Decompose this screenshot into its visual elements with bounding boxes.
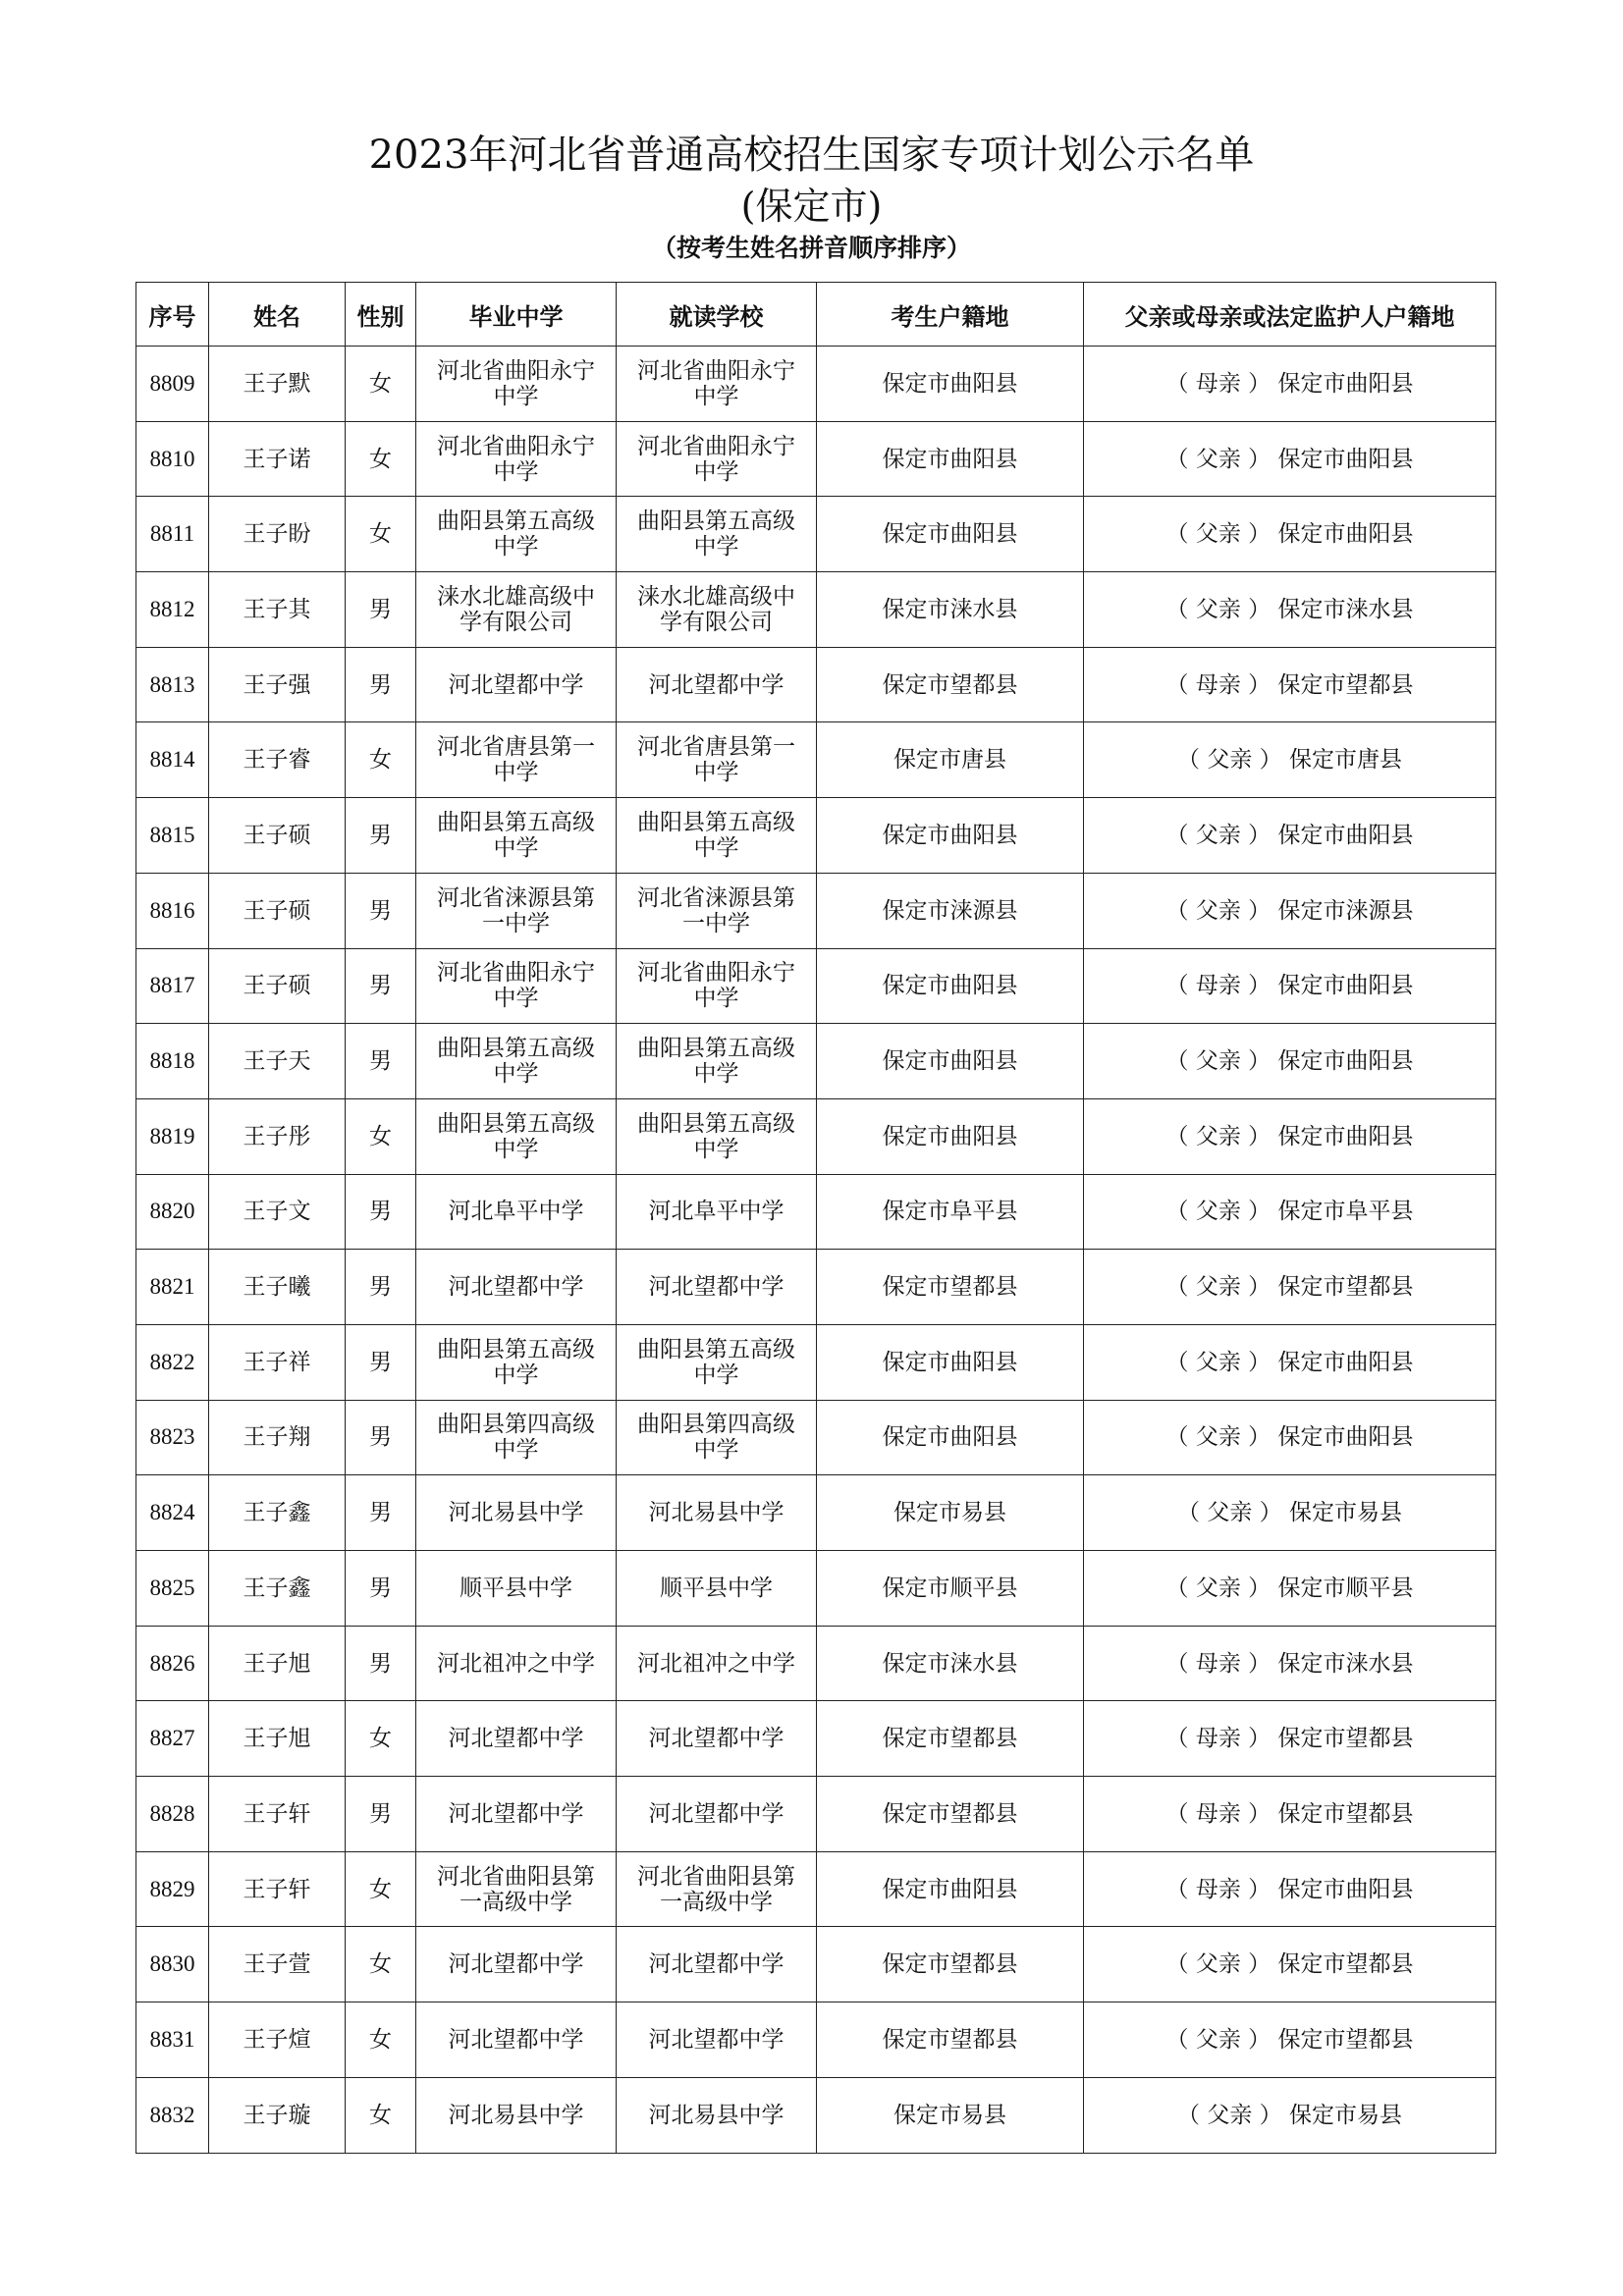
school-name-text: 河北望都中学 — [648, 2026, 784, 2053]
graduation-school-cell — [416, 1324, 617, 1400]
school-name-text: 河北省涞源县第一中学 — [637, 884, 795, 936]
gender-cell: 男 — [346, 572, 416, 648]
gender-cell: 女 — [346, 1927, 416, 2002]
table-row — [136, 421, 1496, 497]
table-row — [136, 2077, 1496, 2153]
graduation-school-cell — [416, 347, 617, 422]
seq-cell: 8820 — [136, 1174, 209, 1250]
name-cell: 王子硕 — [209, 873, 346, 948]
graduation-school-cell — [416, 1551, 617, 1627]
school-name-text: 河北易县中学 — [648, 2102, 784, 2128]
seq-cell: 8821 — [136, 1250, 209, 1325]
guardian-residence-cell: （ 母亲 ） 保定市望都县 — [1084, 647, 1496, 722]
student-residence-cell: 保定市阜平县 — [817, 1174, 1084, 1250]
current-school-cell — [617, 2077, 817, 2153]
table-row — [136, 722, 1496, 798]
guardian-residence-cell: （ 母亲 ） 保定市曲阳县 — [1084, 347, 1496, 422]
graduation-school-cell — [416, 1626, 617, 1701]
graduation-school-cell — [416, 873, 617, 948]
sort-note: （按考生姓名拼音顺序排序） — [651, 234, 971, 262]
graduation-school-cell — [416, 2002, 617, 2078]
table-row — [136, 948, 1496, 1024]
guardian-residence-cell: （ 母亲 ） 保定市曲阳县 — [1084, 948, 1496, 1024]
name-cell: 王子轩 — [209, 1851, 346, 1927]
school-name-text: 河北望都中学 — [448, 671, 584, 698]
seq-cell: 8818 — [136, 1024, 209, 1099]
graduation-school-cell — [416, 1024, 617, 1099]
school-name-text: 河北望都中学 — [448, 1726, 584, 1752]
student-residence-cell: 保定市曲阳县 — [817, 1851, 1084, 1927]
seq-cell: 8832 — [136, 2077, 209, 2153]
school-name-text: 顺平县中学 — [660, 1575, 773, 1601]
table-row — [136, 1777, 1496, 1852]
table-row — [136, 1024, 1496, 1099]
gender-cell: 女 — [346, 722, 416, 798]
guardian-residence-cell: （ 父亲 ） 保定市顺平县 — [1084, 1551, 1496, 1627]
seq-cell: 8822 — [136, 1324, 209, 1400]
gender-cell: 女 — [346, 2077, 416, 2153]
school-name-text: 河北省曲阳永宁中学 — [637, 960, 795, 1012]
name-cell: 王子鑫 — [209, 1551, 346, 1627]
current-school-cell — [617, 1851, 817, 1927]
table-row — [136, 1324, 1496, 1400]
seq-cell: 8825 — [136, 1551, 209, 1627]
seq-cell: 8812 — [136, 572, 209, 648]
name-cell: 王子祥 — [209, 1324, 346, 1400]
student-residence-cell: 保定市涞源县 — [817, 873, 1084, 948]
gender-cell: 女 — [346, 1098, 416, 1174]
column-header-guardian-residence: 父亲或母亲或法定监护人户籍地 — [1084, 283, 1496, 347]
guardian-residence-cell: （ 父亲 ） 保定市唐县 — [1084, 722, 1496, 798]
seq-cell: 8830 — [136, 1927, 209, 2002]
gender-cell: 男 — [346, 1777, 416, 1852]
page-subtitle: (保定市) — [740, 185, 883, 228]
gender-cell: 男 — [346, 798, 416, 874]
gender-cell: 男 — [346, 1475, 416, 1551]
school-name-text: 河北易县中学 — [648, 1500, 784, 1526]
school-name-text: 河北望都中学 — [448, 2026, 584, 2053]
roster-table — [135, 282, 1496, 2154]
school-name-text: 河北省曲阳永宁中学 — [437, 433, 595, 485]
table-body — [136, 347, 1496, 2154]
guardian-residence-cell: （ 父亲 ） 保定市曲阳县 — [1084, 1400, 1496, 1475]
gender-cell: 女 — [346, 347, 416, 422]
graduation-school-cell — [416, 1400, 617, 1475]
guardian-residence-cell: （ 父亲 ） 保定市曲阳县 — [1084, 497, 1496, 572]
gender-cell: 男 — [346, 873, 416, 948]
seq-cell: 8819 — [136, 1098, 209, 1174]
name-cell: 王子天 — [209, 1024, 346, 1099]
gender-cell: 男 — [346, 1400, 416, 1475]
table-header-row — [136, 283, 1496, 347]
name-cell: 王子轩 — [209, 1777, 346, 1852]
graduation-school-cell — [416, 1174, 617, 1250]
column-header-student-residence: 考生户籍地 — [817, 283, 1084, 347]
name-cell: 王子强 — [209, 647, 346, 722]
graduation-school-cell — [416, 497, 617, 572]
current-school-cell — [617, 1024, 817, 1099]
school-name-text: 河北望都中学 — [448, 1800, 584, 1827]
guardian-residence-cell: （ 父亲 ） 保定市易县 — [1084, 2077, 1496, 2153]
table-row — [136, 1626, 1496, 1701]
school-name-text: 涞水北雄高级中学有限公司 — [637, 583, 795, 635]
guardian-residence-cell: （ 父亲 ） 保定市易县 — [1084, 1475, 1496, 1551]
graduation-school-cell — [416, 1777, 617, 1852]
student-residence-cell: 保定市望都县 — [817, 1250, 1084, 1325]
seq-cell: 8826 — [136, 1626, 209, 1701]
school-name-text: 河北省曲阳县第一高级中学 — [637, 1863, 795, 1915]
school-name-text: 曲阳县第五高级中学 — [437, 508, 595, 561]
graduation-school-cell — [416, 647, 617, 722]
school-name-text: 涞水北雄高级中学有限公司 — [437, 583, 595, 635]
name-cell: 王子萱 — [209, 1927, 346, 2002]
gender-cell: 女 — [346, 2002, 416, 2078]
guardian-residence-cell: （ 母亲 ） 保定市曲阳县 — [1084, 1851, 1496, 1927]
table-row — [136, 1400, 1496, 1475]
guardian-residence-cell: （ 母亲 ） 保定市望都县 — [1084, 1777, 1496, 1852]
student-residence-cell: 保定市望都县 — [817, 2002, 1084, 2078]
current-school-cell — [617, 948, 817, 1024]
school-name-text: 曲阳县第五高级中学 — [637, 508, 795, 561]
gender-cell: 女 — [346, 497, 416, 572]
name-cell: 王子旭 — [209, 1701, 346, 1777]
table-row — [136, 1851, 1496, 1927]
seq-cell: 8823 — [136, 1400, 209, 1475]
table-row — [136, 347, 1496, 422]
gender-cell: 男 — [346, 1024, 416, 1099]
name-cell: 王子盼 — [209, 497, 346, 572]
school-name-text: 曲阳县第四高级中学 — [637, 1412, 795, 1464]
gender-cell: 男 — [346, 1174, 416, 1250]
school-name-text: 河北易县中学 — [448, 2102, 584, 2128]
student-residence-cell: 保定市易县 — [817, 2077, 1084, 2153]
current-school-cell — [617, 1777, 817, 1852]
graduation-school-cell — [416, 1250, 617, 1325]
school-name-text: 河北省曲阳永宁中学 — [637, 357, 795, 409]
name-cell: 王子文 — [209, 1174, 346, 1250]
name-cell: 王子睿 — [209, 722, 346, 798]
table-row — [136, 497, 1496, 572]
student-residence-cell: 保定市顺平县 — [817, 1551, 1084, 1627]
school-name-text: 河北省曲阳永宁中学 — [437, 960, 595, 1012]
guardian-residence-cell: （ 父亲 ） 保定市涞水县 — [1084, 572, 1496, 648]
table-row — [136, 1250, 1496, 1325]
seq-cell: 8809 — [136, 347, 209, 422]
seq-cell: 8813 — [136, 647, 209, 722]
school-name-text: 河北省曲阳永宁中学 — [437, 357, 595, 409]
student-residence-cell: 保定市曲阳县 — [817, 1098, 1084, 1174]
school-name-text: 河北阜平中学 — [648, 1199, 784, 1225]
graduation-school-cell — [416, 1098, 617, 1174]
guardian-residence-cell: （ 父亲 ） 保定市望都县 — [1084, 2002, 1496, 2078]
gender-cell: 男 — [346, 1626, 416, 1701]
graduation-school-cell — [416, 572, 617, 648]
student-residence-cell: 保定市唐县 — [817, 722, 1084, 798]
school-name-text: 曲阳县第五高级中学 — [637, 809, 795, 861]
school-name-text: 曲阳县第五高级中学 — [637, 1110, 795, 1162]
student-residence-cell: 保定市涞水县 — [817, 572, 1084, 648]
seq-cell: 8828 — [136, 1777, 209, 1852]
guardian-residence-cell: （ 母亲 ） 保定市望都县 — [1084, 1701, 1496, 1777]
name-cell: 王子煊 — [209, 2002, 346, 2078]
table-row — [136, 1701, 1496, 1777]
guardian-residence-cell: （ 父亲 ） 保定市阜平县 — [1084, 1174, 1496, 1250]
name-cell: 王子默 — [209, 347, 346, 422]
seq-cell: 8811 — [136, 497, 209, 572]
gender-cell: 男 — [346, 1551, 416, 1627]
guardian-residence-cell: （ 母亲 ） 保定市涞水县 — [1084, 1626, 1496, 1701]
guardian-residence-cell: （ 父亲 ） 保定市曲阳县 — [1084, 798, 1496, 874]
student-residence-cell: 保定市望都县 — [817, 647, 1084, 722]
name-cell: 王子鑫 — [209, 1475, 346, 1551]
table-row — [136, 873, 1496, 948]
seq-cell: 8829 — [136, 1851, 209, 1927]
school-name-text: 河北祖冲之中学 — [637, 1650, 795, 1677]
gender-cell: 男 — [346, 948, 416, 1024]
student-residence-cell: 保定市曲阳县 — [817, 1400, 1084, 1475]
school-name-text: 河北望都中学 — [648, 1951, 784, 1978]
seq-cell: 8810 — [136, 421, 209, 497]
table-row — [136, 647, 1496, 722]
name-cell: 王子硕 — [209, 948, 346, 1024]
current-school-cell — [617, 722, 817, 798]
current-school-cell — [617, 1250, 817, 1325]
seq-cell: 8824 — [136, 1475, 209, 1551]
gender-cell: 男 — [346, 1324, 416, 1400]
graduation-school-cell — [416, 1927, 617, 2002]
seq-cell: 8816 — [136, 873, 209, 948]
column-header-name: 姓名 — [209, 283, 346, 347]
school-name-text: 曲阳县第四高级中学 — [437, 1412, 595, 1464]
graduation-school-cell — [416, 948, 617, 1024]
name-cell: 王子翔 — [209, 1400, 346, 1475]
table-row — [136, 572, 1496, 648]
column-header-gender: 性别 — [346, 283, 416, 347]
student-residence-cell: 保定市曲阳县 — [817, 421, 1084, 497]
student-residence-cell: 保定市望都县 — [817, 1927, 1084, 2002]
school-name-text: 河北阜平中学 — [448, 1199, 584, 1225]
gender-cell: 女 — [346, 1851, 416, 1927]
guardian-residence-cell: （ 父亲 ） 保定市曲阳县 — [1084, 1024, 1496, 1099]
name-cell: 王子彤 — [209, 1098, 346, 1174]
graduation-school-cell — [416, 798, 617, 874]
school-name-text: 曲阳县第五高级中学 — [437, 1036, 595, 1088]
current-school-cell — [617, 1174, 817, 1250]
current-school-cell — [617, 1400, 817, 1475]
school-name-text: 河北望都中学 — [648, 1274, 784, 1301]
current-school-cell — [617, 1927, 817, 2002]
graduation-school-cell — [416, 1475, 617, 1551]
current-school-cell — [617, 421, 817, 497]
column-header-seq: 序号 — [136, 283, 209, 347]
seq-cell: 8831 — [136, 2002, 209, 2078]
name-cell: 王子硕 — [209, 798, 346, 874]
current-school-cell — [617, 497, 817, 572]
gender-cell: 女 — [346, 421, 416, 497]
guardian-residence-cell: （ 父亲 ） 保定市曲阳县 — [1084, 1098, 1496, 1174]
student-residence-cell: 保定市曲阳县 — [817, 798, 1084, 874]
name-cell: 王子璇 — [209, 2077, 346, 2153]
gender-cell: 女 — [346, 1701, 416, 1777]
seq-cell: 8827 — [136, 1701, 209, 1777]
seq-cell: 8815 — [136, 798, 209, 874]
guardian-residence-cell: （ 父亲 ） 保定市涞源县 — [1084, 873, 1496, 948]
school-name-text: 河北省曲阳县第一高级中学 — [437, 1863, 595, 1915]
column-header-current-school: 就读学校 — [617, 283, 817, 347]
graduation-school-cell — [416, 722, 617, 798]
school-name-text: 曲阳县第五高级中学 — [437, 1110, 595, 1162]
current-school-cell — [617, 1626, 817, 1701]
current-school-cell — [617, 647, 817, 722]
seq-cell: 8817 — [136, 948, 209, 1024]
guardian-residence-cell: （ 父亲 ） 保定市曲阳县 — [1084, 421, 1496, 497]
table-row — [136, 2002, 1496, 2078]
guardian-residence-cell: （ 父亲 ） 保定市望都县 — [1084, 1927, 1496, 2002]
student-residence-cell: 保定市曲阳县 — [817, 497, 1084, 572]
school-name-text: 河北望都中学 — [448, 1951, 584, 1978]
school-name-text: 河北省唐县第一中学 — [437, 734, 595, 786]
student-residence-cell: 保定市望都县 — [817, 1777, 1084, 1852]
graduation-school-cell — [416, 421, 617, 497]
current-school-cell — [617, 2002, 817, 2078]
current-school-cell — [617, 1551, 817, 1627]
current-school-cell — [617, 873, 817, 948]
school-name-text: 河北省曲阳永宁中学 — [637, 433, 795, 485]
current-school-cell — [617, 1475, 817, 1551]
name-cell: 王子旭 — [209, 1626, 346, 1701]
student-residence-cell: 保定市易县 — [817, 1475, 1084, 1551]
gender-cell: 男 — [346, 1250, 416, 1325]
student-residence-cell: 保定市涞水县 — [817, 1626, 1084, 1701]
school-name-text: 河北省唐县第一中学 — [637, 734, 795, 786]
school-name-text: 河北祖冲之中学 — [437, 1650, 595, 1677]
school-name-text: 曲阳县第五高级中学 — [637, 1336, 795, 1388]
current-school-cell — [617, 572, 817, 648]
school-name-text: 曲阳县第五高级中学 — [437, 1336, 595, 1388]
table-row — [136, 1098, 1496, 1174]
table-row — [136, 798, 1496, 874]
name-cell: 王子诺 — [209, 421, 346, 497]
graduation-school-cell — [416, 1701, 617, 1777]
school-name-text: 河北省涞源县第一中学 — [437, 884, 595, 936]
current-school-cell — [617, 798, 817, 874]
graduation-school-cell — [416, 2077, 617, 2153]
school-name-text: 曲阳县第五高级中学 — [437, 809, 595, 861]
name-cell: 王子其 — [209, 572, 346, 648]
guardian-residence-cell: （ 父亲 ） 保定市曲阳县 — [1084, 1324, 1496, 1400]
student-residence-cell: 保定市曲阳县 — [817, 948, 1084, 1024]
student-residence-cell: 保定市望都县 — [817, 1701, 1084, 1777]
current-school-cell — [617, 347, 817, 422]
current-school-cell — [617, 1098, 817, 1174]
table-row — [136, 1475, 1496, 1551]
school-name-text: 曲阳县第五高级中学 — [637, 1036, 795, 1088]
school-name-text: 河北望都中学 — [648, 1800, 784, 1827]
seq-cell: 8814 — [136, 722, 209, 798]
column-header-graduation-school: 毕业中学 — [416, 283, 617, 347]
table-row — [136, 1551, 1496, 1627]
student-residence-cell: 保定市曲阳县 — [817, 1024, 1084, 1099]
page-title: 2023年河北省普通高校招生国家专项计划公示名单 — [368, 133, 1255, 178]
school-name-text: 河北望都中学 — [448, 1274, 584, 1301]
school-name-text: 河北易县中学 — [448, 1500, 584, 1526]
student-residence-cell: 保定市曲阳县 — [817, 1324, 1084, 1400]
graduation-school-cell — [416, 1851, 617, 1927]
school-name-text: 河北望都中学 — [648, 671, 784, 698]
table-row — [136, 1174, 1496, 1250]
gender-cell: 男 — [346, 647, 416, 722]
school-name-text: 顺平县中学 — [460, 1575, 572, 1601]
school-name-text: 河北望都中学 — [648, 1726, 784, 1752]
current-school-cell — [617, 1701, 817, 1777]
name-cell: 王子曦 — [209, 1250, 346, 1325]
student-residence-cell: 保定市曲阳县 — [817, 347, 1084, 422]
guardian-residence-cell: （ 父亲 ） 保定市望都县 — [1084, 1250, 1496, 1325]
current-school-cell — [617, 1324, 817, 1400]
table-row — [136, 1927, 1496, 2002]
